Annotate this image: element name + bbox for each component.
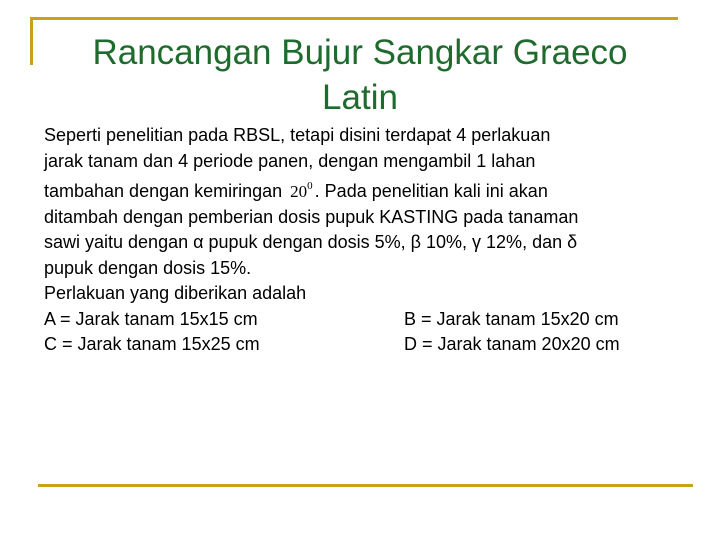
slope-superscript: 0 [307, 180, 313, 192]
slope-value: 20 [290, 182, 308, 201]
body-line-5: sawi yaitu dengan α pupuk dengan dosis 5%, β 10%, γ 12%, dan δ [44, 232, 578, 252]
slide-title [36, 30, 684, 120]
treatment-row-2 [44, 332, 684, 358]
body-line-3-pre: tambahan dengan kemiringan [44, 181, 283, 201]
bottom-border-rule [38, 484, 693, 487]
body-line-3-post: . Pada penelitian kali ini akan [314, 181, 548, 201]
body-line-3 [44, 174, 684, 205]
slide-body [44, 123, 684, 358]
body-line-6: pupuk dengan dosis 15%. [44, 257, 252, 278]
treatment-c: C = Jarak tanam 15x25 cm [44, 334, 260, 354]
body-line-1: Seperti penelitian pada RBSL, tetapi disini terdapat 4 perlakuan [44, 125, 551, 145]
treatment-row-1 [44, 307, 684, 333]
title-line-1: Rancangan Bujur Sangkar Graeco [92, 33, 628, 72]
treatment-d: D = Jarak tanam 20x20 cm [404, 334, 620, 354]
slope-degree-formula [290, 174, 313, 205]
treatment-a: A = Jarak tanam 15x15 cm [44, 308, 258, 329]
top-border-rule [30, 17, 678, 20]
body-line-2: jarak tanam dan 4 periode panen, dengan mengambil 1 lahan [44, 150, 536, 171]
body-line-7: Perlakuan yang diberikan adalah [44, 283, 307, 303]
treatment-b: B = Jarak tanam 15x20 cm [404, 308, 619, 329]
left-border-rule [30, 17, 33, 65]
body-line-4: ditambah dengan pemberian dosis pupuk KASTING pada tanaman [44, 206, 579, 227]
title-line-2: Latin [322, 78, 398, 117]
